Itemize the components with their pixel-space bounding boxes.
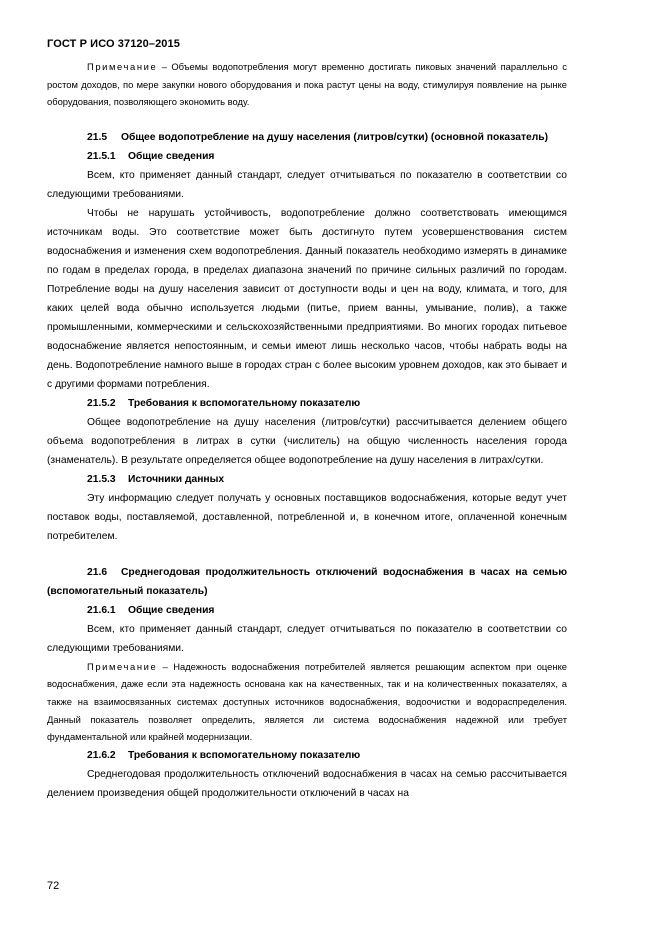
subsection-heading-21-5-2 — [47, 394, 567, 413]
subsection-heading-21-5-3 — [47, 470, 567, 489]
note-paragraph — [47, 58, 567, 111]
body-paragraph: Всем, кто применяет данный стандарт, следует отчитываться по показателю в соответствии со следующими требованиями. — [47, 623, 567, 654]
body-paragraph: Всем, кто применяет данный стандарт, следует отчитываться по показателю в соответствии со следующими требованиями. — [47, 169, 567, 200]
body-paragraph: Общее водопотребление на душу населения (литров/сутки) рассчитывается делением общего объема водопотребления в литрах в сутки (числитель) на общую численность населения города (знаменатель). В результате определяется общее водопотребление на душу населения в литрах/сутки. — [47, 416, 567, 466]
subsection-number: 21.5.1 — [87, 150, 116, 162]
subsection-title: Общие сведения — [128, 604, 215, 616]
subsection-title: Общие сведения — [128, 150, 215, 162]
subsection-number: 21.5.3 — [87, 473, 116, 485]
section-title: Среднегодовая продолжительность отключений водоснабжения в часах на семью (вспомогательный показатель) — [47, 566, 567, 597]
subsection-heading-21-6-2 — [47, 746, 567, 765]
section-heading-21-6 — [47, 563, 567, 601]
subsection-title: Требования к вспомогательному показателю — [128, 397, 361, 409]
note-label: Примечание — [87, 660, 158, 672]
note-text: – Объемы водопотребления могут временно достигать пиковых значений параллельно с ростом доходов, по мере закупки нового оборудования и пока растут цены на воду, стимулируя появление на рынке оборудования, позволяющего экономить воду. — [47, 61, 567, 108]
body-paragraph: Эту информацию следует получать у основных поставщиков водоснабжения, которые ведут учет поставок воды, поставляемой, доставленной, потребленной и, в конечном итоге, оплаченной конечным потребителем. — [47, 492, 567, 542]
document-header: ГОСТ Р ИСО 37120–2015 — [47, 38, 180, 50]
subsection-title: Источники данных — [128, 473, 225, 485]
body-paragraph: Среднегодовая продолжительность отключений водоснабжения в часах на семью рассчитывается делением произведения общей продолжительности отключений в часах на — [47, 768, 567, 799]
subsection-number: 21.6.2 — [87, 749, 116, 761]
body-paragraph: Чтобы не нарушать устойчивость, водопотребление должно соответствовать имеющимся источникам воды. Это соответствие может быть достигнуто путем усовершенствования систем водоснабжения и изменения схем водопотребления. Данный показатель необходимо измерять в динамике по годам в пределах города, в пределах диапазона значений по причине сильных различий по городам. Потребление воды на душу населения зависит от доступности воды и цен на воду, климата, и того, для каких целей вода обычно используется людьми (питье, прием ванны, умывание, полив), а также промышленными, коммерческими и сельскохозяйственными предприятиями. Во многих городах питьевое водоснабжение является непостоянным, и семьи имеют лишь несколько часов, чтобы набрать воды на день. Водопотребление намного выше в городах стран с более высоким уровнем доходов, как это бывает и с другими формами потребления. — [47, 207, 567, 390]
page-number: 72 — [47, 880, 60, 892]
document-body — [47, 58, 567, 803]
section-number: 21.5 — [87, 131, 108, 143]
note-paragraph — [47, 658, 567, 746]
subsection-heading-21-5-1 — [47, 147, 567, 166]
subsection-heading-21-6-1 — [47, 601, 567, 620]
subsection-number: 21.5.2 — [87, 397, 116, 409]
section-title: Общее водопотребление на душу населения (литров/сутки) (основной показатель) — [121, 131, 549, 143]
note-label: Примечание — [87, 61, 158, 72]
section-number: 21.6 — [87, 566, 108, 578]
subsection-title: Требования к вспомогательному показателю — [128, 749, 361, 761]
subsection-number: 21.6.1 — [87, 604, 116, 616]
note-text: – Надежность водоснабжения потребителей является решающим аспектом при оценке водоснабжения, даже если эта надежность основана как на качественных, так и на количественных показателях, а также на взаимосвязанных системах доступных источников водоснабжения, водоочистки и водораспределения. Данный показатель позволяет определить, является ли система водоснабжения надежной или требует фундаментальной или крайней модернизации. — [47, 660, 567, 743]
section-heading-21-5 — [47, 128, 567, 147]
